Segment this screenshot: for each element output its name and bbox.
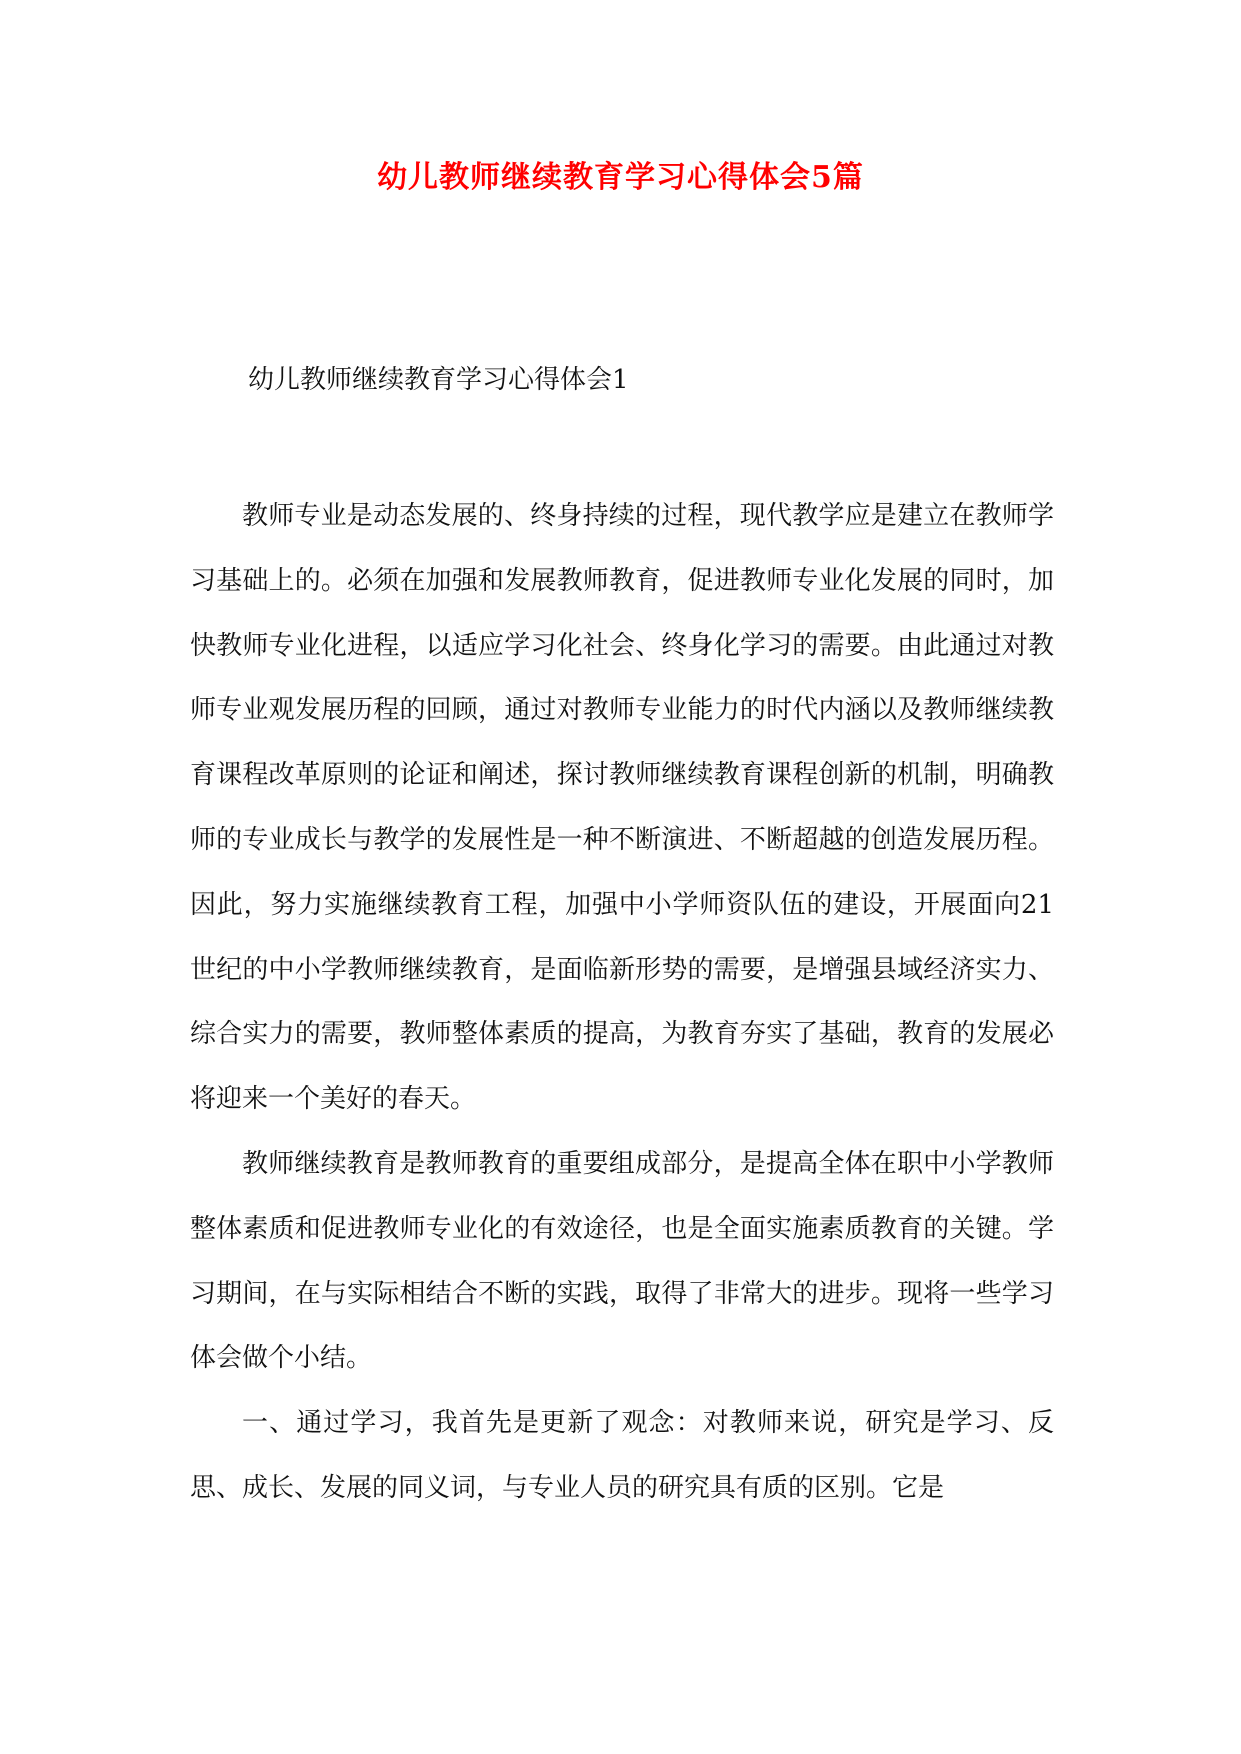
document-title: 幼儿教师继续教育学习心得体会5篇 [377, 160, 864, 195]
section-heading: 幼儿教师继续教育学习心得体会1 [248, 365, 629, 395]
paragraph-2: 教师继续教育是教师教育的重要组成部分，是提高全体在职中小学教师整体素质和促进教师专业化的有效途径，也是全面实施素质教育的关键。学习期间，在与实际相结合不断的实践，取得了非常大的进步。现将一些学习体会做个小结。 [190, 1148, 1054, 1374]
paragraph-1: 教师专业是动态发展的、终身持续的过程，现代教学应是建立在教师学习基础上的。必须在加强和发展教师教育，促进教师专业化发展的同时，加快教师专业化进程，以适应学习化社会、终身化学习的需要。由此通过对教师专业观发展历程的回顾，通过对教师专业能力的时代内涵以及教师继续教育课程改革原则的论证和阐述，探讨教师继续教育课程创新的机制，明确教师的专业成长与教学的发展性是一种不断演进、不断超越的创造发展历程。因此，努力实施继续教育工程，加强中小学师资队伍的建设，开展面向21世纪的中小学教师继续教育，是面临新形势的需要，是增强县域经济实力、综合实力的需要，教师整体素质的提高，为教育夯实了基础，教育的发展必将迎来一个美好的春天。 [190, 501, 1054, 1115]
body-text [190, 484, 1054, 1521]
paragraph-3: 一、通过学习，我首先是更新了观念：对教师来说，研究是学习、反思、成长、发展的同义词，与专业人员的研究具有质的区别。它是 [190, 1408, 1054, 1503]
